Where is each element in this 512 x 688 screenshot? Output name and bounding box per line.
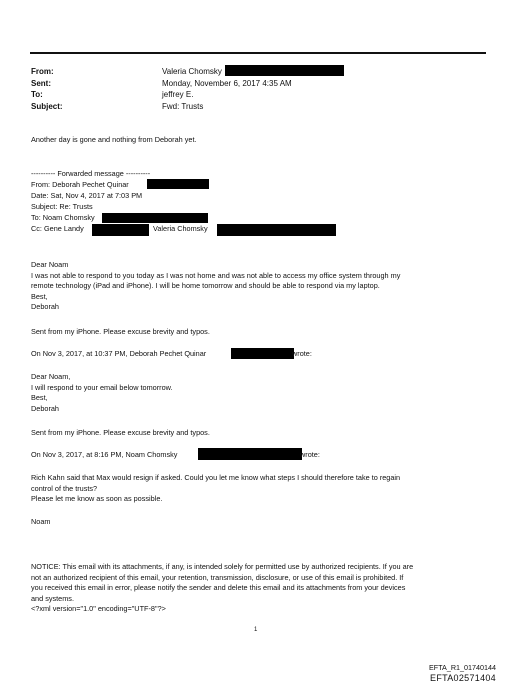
legal-notice [31, 562, 471, 615]
body-line: I will respond to your email below tomorrow. [31, 382, 173, 392]
from-label: From: [31, 67, 54, 76]
header-divider [30, 52, 486, 54]
iphone-signature: Sent from my iPhone. Please excuse brevity and typos. [31, 428, 210, 437]
body-line: Please let me know as soon as possible. [31, 494, 163, 503]
forwarded-date: Date: Sat, Nov 4, 2017 at 7:03 PM [31, 191, 143, 200]
from-value: Valeria Chomsky [162, 67, 222, 76]
forwarded-marker: ---------- Forwarded message ---------- [31, 169, 151, 178]
signature-name: Deborah [31, 302, 59, 311]
body-line: remote technology (iPad and iPhone). I will be home tomorrow and should be able to respond via my laptop. [31, 281, 380, 290]
greeting: Dear Noam [31, 260, 69, 269]
bates-number-small: EFTA_R1_01740144 [429, 663, 496, 672]
forwarded-cc: Cc: Gene Landy [31, 224, 84, 233]
message-deborah-1 [31, 260, 471, 313]
body-line: control of the trusts? [31, 483, 98, 493]
quote-header-1-suffix: wrote: [292, 349, 312, 358]
intro-text: Another day is gone and nothing from Deborah yet. [31, 135, 197, 144]
quote-header-2-suffix: wrote: [300, 450, 320, 459]
message-noam [31, 473, 471, 505]
forwarded-cc-second: Valeria Chomsky [153, 224, 208, 233]
to-label: To: [31, 90, 43, 99]
notice-line: not an authorized recipient of this email, your retention, transmission, disclosure, or use of this email is prohibited. If [31, 572, 404, 582]
notice-line: and systems. [31, 593, 74, 603]
redaction-box [217, 224, 336, 236]
message-deborah-2 [31, 372, 471, 414]
body-line: Rich Kahn said that Max would resign if asked. Could you let me know what steps I should therefore take to regain [31, 473, 401, 482]
forwarded-subject: Subject: Re: Trusts [31, 202, 93, 211]
body-line: I was not able to respond to you today as I was not home and was not able to access my office system through my [31, 270, 401, 280]
bates-number-large: EFTA02571404 [430, 673, 496, 683]
quote-header-1: On Nov 3, 2017, at 10:37 PM, Deborah Pechet Quinar [31, 349, 207, 358]
forwarded-from: From: Deborah Pechet Quinar [31, 180, 129, 189]
notice-line: you received this email in error, please notify the sender and delete this email and its attachments from your devices [31, 583, 406, 592]
signature-name: Noam [31, 517, 51, 526]
redaction-box [225, 65, 344, 76]
signature-name: Deborah [31, 403, 59, 413]
sent-label: Sent: [31, 79, 51, 88]
iphone-signature: Sent from my iPhone. Please excuse brevity and typos. [31, 327, 210, 336]
redaction-box [92, 224, 149, 236]
redaction-box [102, 213, 208, 223]
redaction-box [198, 448, 302, 460]
xml-declaration: <?xml version="1.0" encoding="UTF-8"?> [31, 604, 166, 613]
redaction-box [147, 179, 209, 189]
subject-label: Subject: [31, 102, 63, 111]
to-value: jeffrey E. [162, 90, 194, 99]
subject-value: Fwd: Trusts [162, 102, 204, 111]
closing: Best, [31, 393, 48, 402]
sent-value: Monday, November 6, 2017 4:35 AM [162, 79, 292, 88]
redaction-box [231, 348, 294, 359]
page-number: 1 [254, 627, 258, 633]
quote-header-2: On Nov 3, 2017, at 8:16 PM, Noam Chomsky [31, 450, 178, 459]
closing: Best, [31, 291, 48, 301]
forwarded-to: To: Noam Chomsky [31, 213, 95, 222]
notice-line: NOTICE: This email with its attachments, if any, is intended solely for permitted use by authorized recipients. If you are [31, 562, 414, 571]
greeting: Dear Noam, [31, 372, 71, 381]
